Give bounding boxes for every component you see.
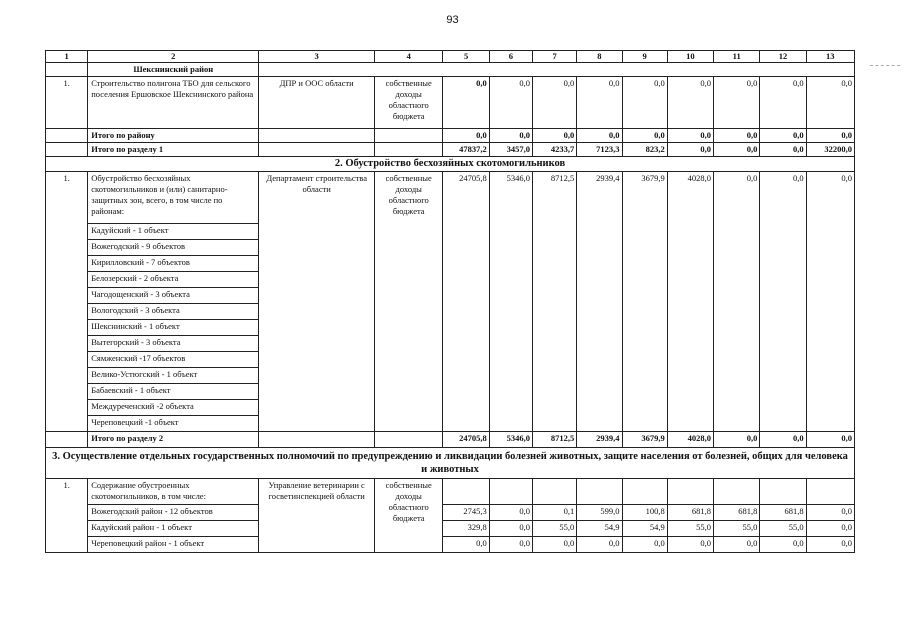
section-heading-row <box>46 448 855 479</box>
value-cell: 2939,4 <box>577 172 622 432</box>
value-cell: 4028,0 <box>667 172 713 432</box>
col-header: 3 <box>259 51 375 63</box>
col-header: 10 <box>667 51 713 63</box>
value-cell: 599,0 <box>577 505 622 521</box>
district-heading: Шекснинский район <box>88 63 259 77</box>
value-cell: 681,8 <box>714 505 760 521</box>
value-cell: 47837,2 <box>443 143 489 157</box>
col-header: 13 <box>806 51 854 63</box>
col-header: 9 <box>622 51 667 63</box>
funding-source: собственные доходы областного бюджета <box>375 172 443 432</box>
district-item: Череповецкий -1 объект <box>88 416 259 432</box>
value-cell: 0,0 <box>760 432 806 448</box>
subrow-name: Череповецкий район - 1 объект <box>88 537 259 553</box>
value-cell: 55,0 <box>667 521 713 537</box>
value-cell: 55,0 <box>760 521 806 537</box>
value-cell: 0,0 <box>577 537 622 553</box>
col-header: 7 <box>532 51 576 63</box>
value-cell: 0,0 <box>760 172 806 432</box>
value-cell: 0,0 <box>667 77 713 129</box>
row-number: 1. <box>46 172 88 432</box>
value-cell: 0,0 <box>489 129 532 143</box>
section-heading-row <box>46 157 855 172</box>
value-cell: 8712,5 <box>532 172 576 432</box>
value-cell: 0,0 <box>806 537 854 553</box>
value-cell: 0,0 <box>714 172 760 432</box>
value-cell: 0,0 <box>622 77 667 129</box>
value-cell: 4233,7 <box>532 143 576 157</box>
budget-table <box>45 50 855 553</box>
col-header: 8 <box>577 51 622 63</box>
value-cell: 32200,0 <box>806 143 854 157</box>
value-cell: 681,8 <box>667 505 713 521</box>
district-item: Сямженский -17 объектов <box>88 352 259 368</box>
row-number: 1. <box>46 77 88 129</box>
value-cell: 0,0 <box>760 143 806 157</box>
value-cell: 55,0 <box>714 521 760 537</box>
value-cell: 54,9 <box>622 521 667 537</box>
total-label: Итого по разделу 1 <box>88 143 259 157</box>
value-cell: 0,0 <box>667 143 713 157</box>
value-cell: 0,0 <box>714 129 760 143</box>
column-number-header <box>46 51 855 63</box>
value-cell: 329,8 <box>443 521 489 537</box>
value-cell: 0,0 <box>760 77 806 129</box>
value-cell: 5346,0 <box>489 432 532 448</box>
district-item: Вытегорский - 3 объекта <box>88 336 259 352</box>
value-cell: 0,0 <box>760 129 806 143</box>
value-cell: 24705,8 <box>443 432 489 448</box>
total-row <box>46 129 855 143</box>
organization: ДПР и ООС области <box>259 77 375 129</box>
value-cell: 5346,0 <box>489 172 532 432</box>
funding-source: собственные доходы областного бюджета <box>375 77 443 129</box>
value-cell: 0,0 <box>489 521 532 537</box>
value-cell: 55,0 <box>532 521 576 537</box>
table-row <box>46 537 855 553</box>
district-item: Белозерский - 2 объекта <box>88 272 259 288</box>
value-cell: 2939,4 <box>577 432 622 448</box>
value-cell: 0,0 <box>806 432 854 448</box>
total-label: Итого по району <box>88 129 259 143</box>
item-name: Строительство полигона ТБО для сельского поселения Ершовское Шекснинского района <box>88 77 259 129</box>
value-cell: 0,0 <box>489 77 532 129</box>
organization: Управление ветеринарии с госветинспекцией области <box>259 479 375 553</box>
table-row <box>46 77 855 129</box>
value-cell: 0,0 <box>667 129 713 143</box>
district-heading-row <box>46 63 855 77</box>
value-cell: 0,0 <box>532 129 576 143</box>
table-row <box>46 505 855 521</box>
district-item: Велико-Устюгский - 1 объект <box>88 368 259 384</box>
value-cell: 0,0 <box>622 129 667 143</box>
col-header: 4 <box>375 51 443 63</box>
col-header: 2 <box>88 51 259 63</box>
col-header: 11 <box>714 51 760 63</box>
section-title: 3. Осуществление отдельных государственных полномочий по предупреждению и ликвидации болезней животных, защите населения от болезней, общих для человека и животных <box>46 448 855 479</box>
value-cell: 0,0 <box>622 537 667 553</box>
value-cell: 3457,0 <box>489 143 532 157</box>
total-row <box>46 143 855 157</box>
value-cell: 0,0 <box>532 537 576 553</box>
value-cell: 0,0 <box>489 537 532 553</box>
value-cell: 0,0 <box>443 77 489 129</box>
total-row <box>46 432 855 448</box>
value-cell: 100,8 <box>622 505 667 521</box>
value-cell: 0,0 <box>806 521 854 537</box>
table-row <box>46 172 855 224</box>
value-cell: 0,1 <box>532 505 576 521</box>
section-title: 2. Обустройство бесхозяйных скотомогильников <box>46 157 855 172</box>
value-cell: 681,8 <box>760 505 806 521</box>
district-item: Кадуйский - 1 объект <box>88 224 259 240</box>
value-cell: 0,0 <box>714 77 760 129</box>
value-cell: 0,0 <box>806 172 854 432</box>
page-number: 93 <box>446 14 459 26</box>
value-cell: 0,0 <box>667 537 713 553</box>
value-cell: 0,0 <box>577 77 622 129</box>
district-item: Вожегодский - 9 объектов <box>88 240 259 256</box>
table-row <box>46 521 855 537</box>
table-row <box>46 479 855 505</box>
col-header: 1 <box>46 51 88 63</box>
value-cell: 0,0 <box>443 129 489 143</box>
value-cell: 0,0 <box>532 77 576 129</box>
col-header: 5 <box>443 51 489 63</box>
value-cell: 0,0 <box>577 129 622 143</box>
item-name: Содержание обустроенных скотомогильников, в том числе: <box>88 479 259 505</box>
district-item: Междуреченский -2 объекта <box>88 400 259 416</box>
col-header: 12 <box>760 51 806 63</box>
value-cell: 8712,5 <box>532 432 576 448</box>
district-item: Чагодощенский - 3 объекта <box>88 288 259 304</box>
district-item: Вологодский - 3 объекта <box>88 304 259 320</box>
value-cell: 0,0 <box>489 505 532 521</box>
district-item: Бабаевский - 1 объект <box>88 384 259 400</box>
value-cell: 7123,3 <box>577 143 622 157</box>
district-item: Кирилловский - 7 объектов <box>88 256 259 272</box>
value-cell: 823,2 <box>622 143 667 157</box>
col-header: 6 <box>489 51 532 63</box>
value-cell: 0,0 <box>714 143 760 157</box>
value-cell: 3679,9 <box>622 172 667 432</box>
value-cell: 0,0 <box>714 432 760 448</box>
value-cell: 3679,9 <box>622 432 667 448</box>
value-cell: 0,0 <box>806 77 854 129</box>
funding-source: собственные доходы областного бюджета <box>375 479 443 553</box>
value-cell: 0,0 <box>760 537 806 553</box>
district-item: Шекснинский - 1 объект <box>88 320 259 336</box>
value-cell: 0,0 <box>806 505 854 521</box>
value-cell: 0,0 <box>806 129 854 143</box>
subrow-name: Вожегодский район - 12 объектов <box>88 505 259 521</box>
value-cell: 54,9 <box>577 521 622 537</box>
item-name: Обустройство бесхозяйных скотомогильников и (или) санитарно-защитных зон, всего, в том числе по районам: <box>88 172 259 224</box>
total-label: Итого по разделу 2 <box>88 432 259 448</box>
value-cell: 4028,0 <box>667 432 713 448</box>
value-cell: 0,0 <box>443 537 489 553</box>
organization: Департамент строительства области <box>259 172 375 432</box>
scan-artifact-line <box>870 65 900 66</box>
value-cell: 0,0 <box>714 537 760 553</box>
row-number: 1. <box>46 479 88 553</box>
value-cell: 24705,8 <box>443 172 489 432</box>
subrow-name: Кадуйский район - 1 объект <box>88 521 259 537</box>
value-cell: 2745,3 <box>443 505 489 521</box>
